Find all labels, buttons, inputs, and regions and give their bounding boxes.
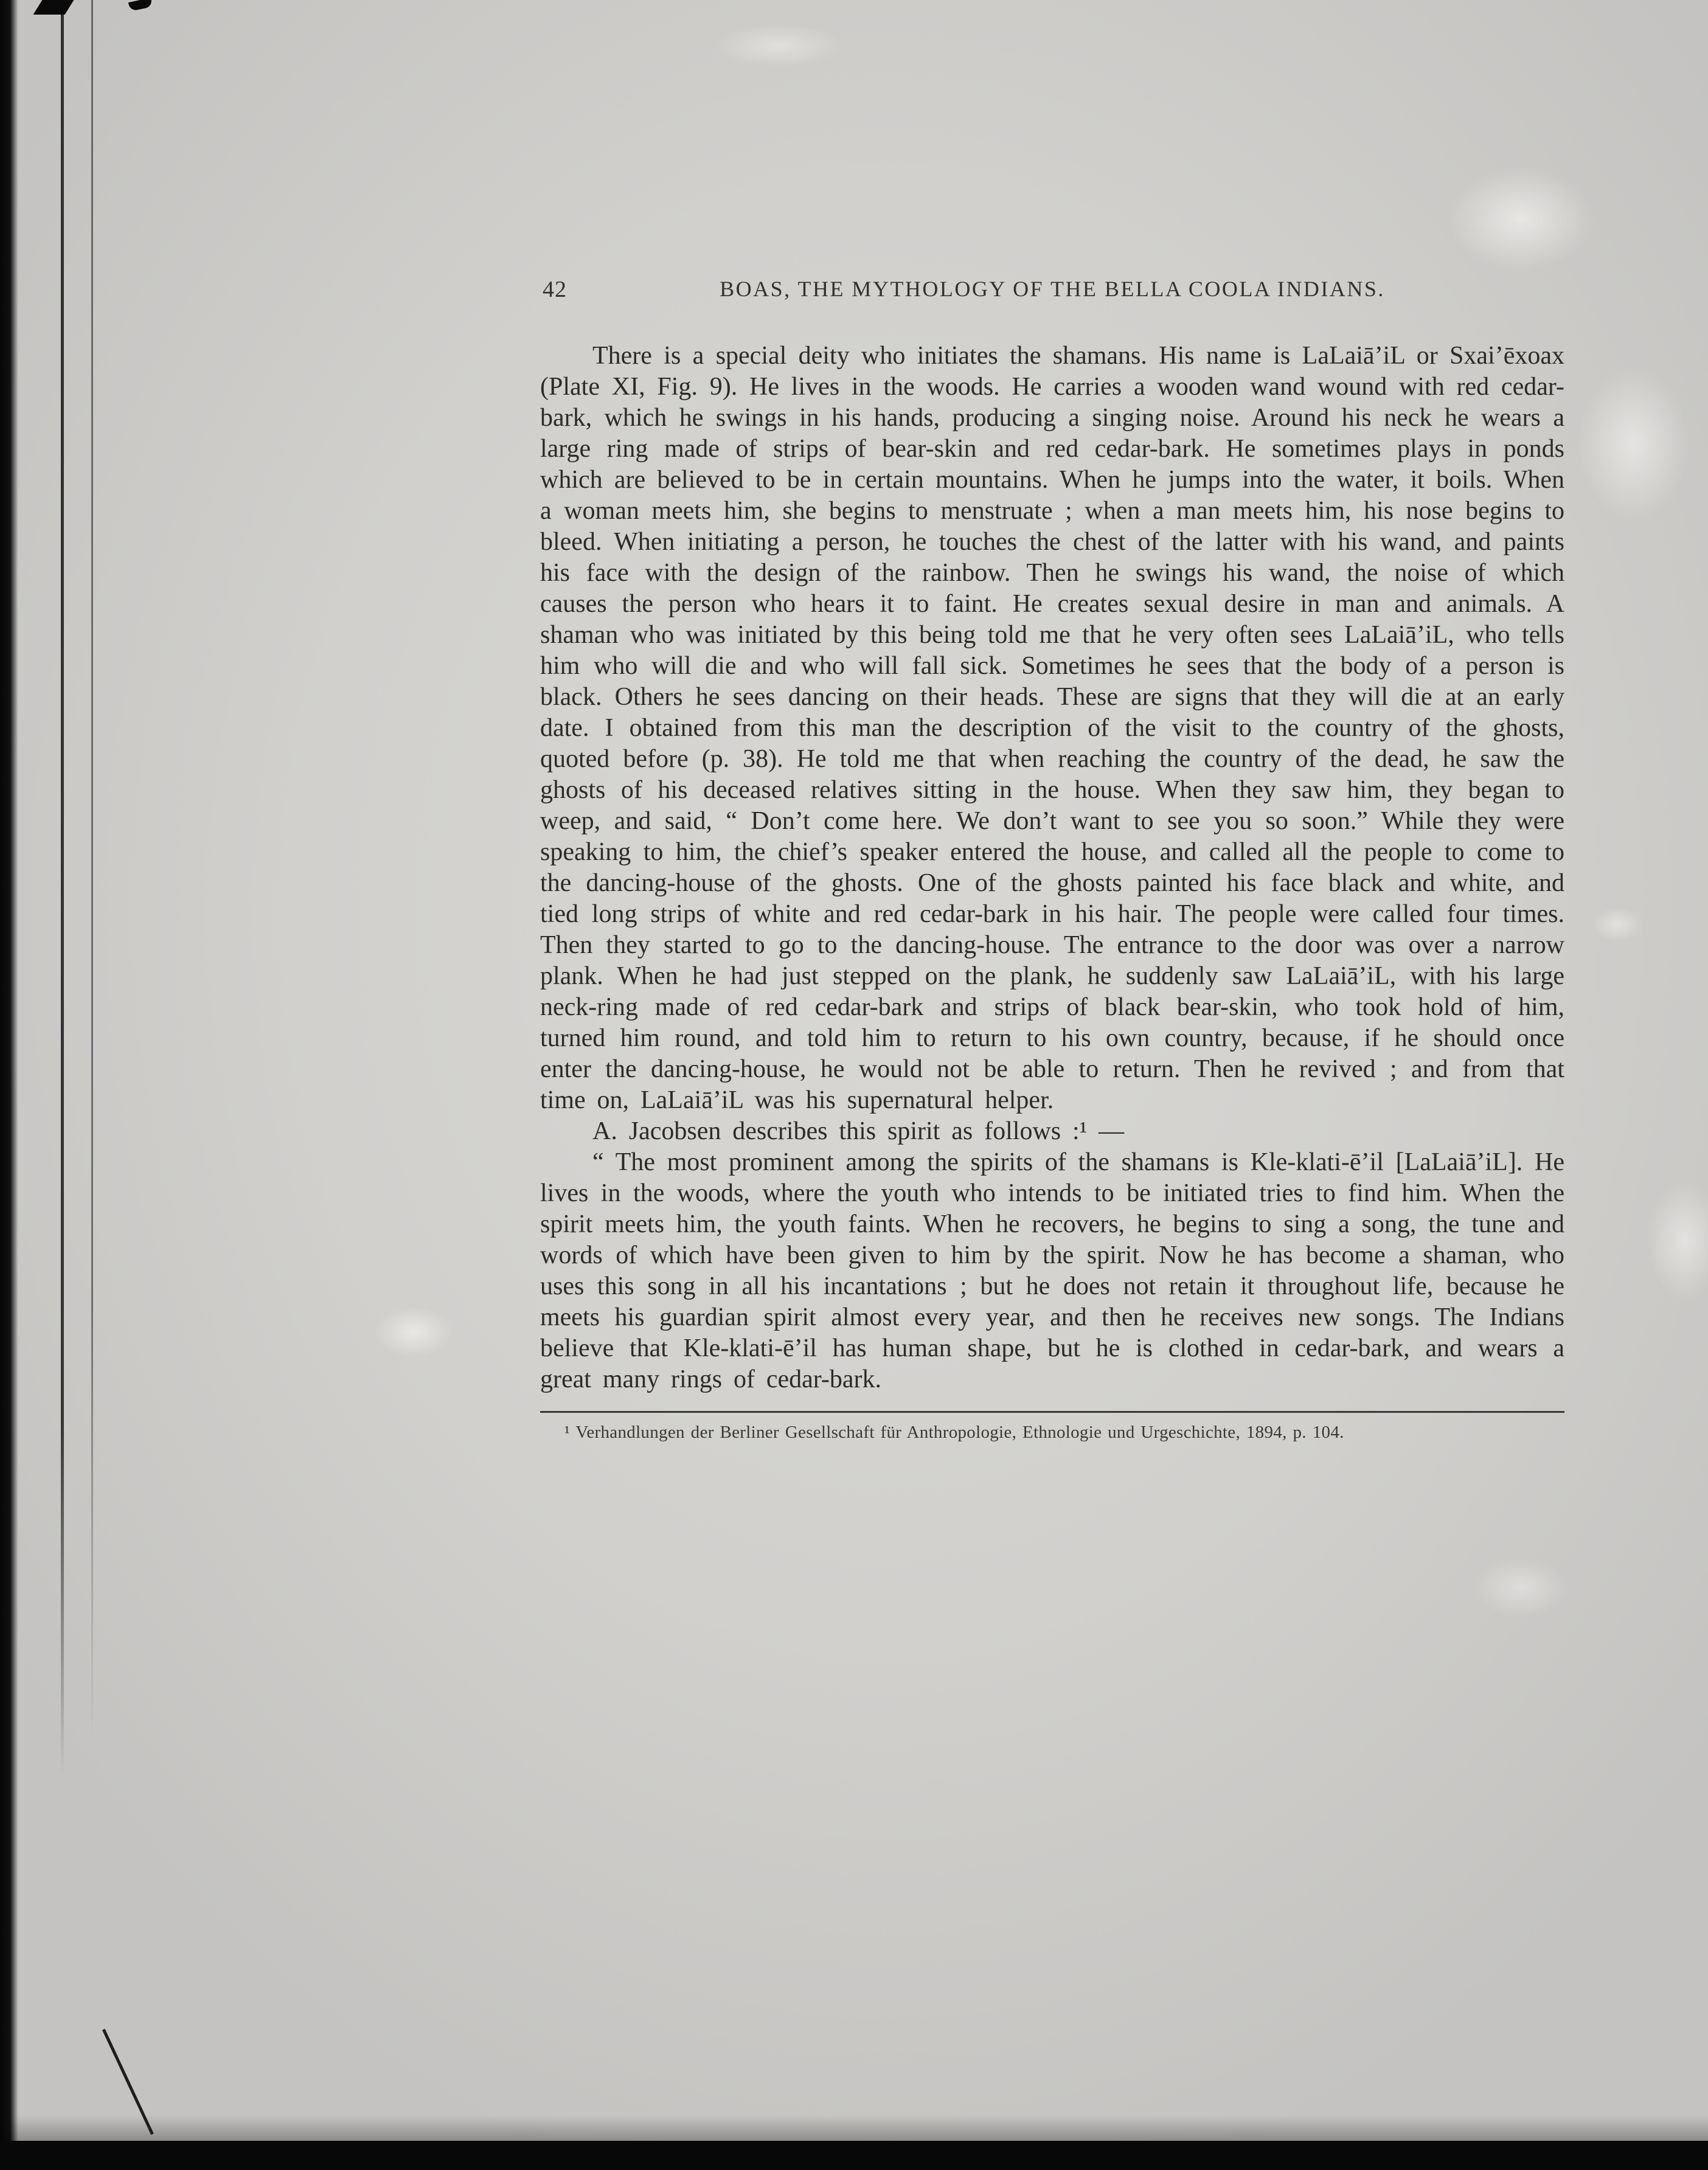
paragraph-jacobsen-intro: A. Jacobsen describes this spirit as follows :¹ — (592, 1117, 1125, 1145)
page-crease-line (61, 0, 64, 1776)
bottom-edge-shadow (0, 2115, 1708, 2141)
body-text (540, 341, 1564, 1395)
scan-mark-top (128, 0, 153, 12)
paragraph-shaman-deity: There is a special deity who initiates the shamans. His name is LaLaiā’iL or Sxai’ēxoax (Plate XI, Fig. 9). He lives in the woods. He carries a wooden wand wound with red cedar-bark, which he swings in his hands, producing a singing noise. Around his neck he wears a large ring made of strips of bear-skin and red cedar-bark. He sometimes plays in ponds which are believed to be in certain mountains. When he jumps into the water, it boils. When a woman meets him, she begins to menstruate ; when a man meets him, his nose begins to bleed. When initiating a person, he touches the chest of the latter with his wand, and paints his face with the design of the rainbow. Then he swings his wand, the noise of which causes the person who hears it to faint. He creates sexual desire in man and animals. A shaman who was initiated by this being told me that he very often sees LaLaiā’iL, who tells him who will die and who will fall sick. Sometimes he sees that the body of a person is black. Others he sees dancing on their heads. These are signs that they will die at an early date. I obtained from this man the description of the visit to the country of the ghosts, quoted before (p. 38). He told me that when reaching the country of the dead, he saw the ghosts of his deceased relatives sitting in the house. When they saw him, they began to weep, and said, “ Don’t come here. We don’t want to see you so soon.” While they were speaking to him, the chief’s speaker entered the house, and called all the people to come to the dancing-house of the ghosts. One of the ghosts painted his face black and white, and tied long strips of white and red cedar-bark in his hair. The people were called four times. Then they started to go to the dancing-house. The entrance to the door was over a narrow plank. When he had just stepped on the plank, he suddenly saw LaLaiā’iL, with his large neck-ring made of red cedar-bark and strips of black bear-skin, who took hold of him, turned him round, and told him to return to his own country, because, if he should once enter the dancing-house, he would not be able to return. Then he revived ; and from that time on, LaLaiā’iL was his supernatural helper. (540, 342, 1564, 1114)
running-header (540, 275, 1564, 307)
footnote-separator (540, 1411, 1564, 1413)
binding-edge-shadow (0, 0, 18, 2170)
page-crease-line-secondary (91, 0, 93, 1739)
header-title: BOAS, THE MYTHOLOGY OF THE BELLA COOLA INDIANS. (720, 277, 1385, 301)
scan-mark-top-left (33, 0, 74, 15)
bottom-scan-edge (0, 2141, 1708, 2170)
text-column (540, 275, 1564, 1443)
paragraph-jacobsen-quote: “ The most prominent among the spirits of the shamans is Kle-klati-ē’il [LaLaiā’iL]. He lives in the woods, where the youth who intends to be initiated tries to find him. When the spirit meets him, the youth faints. When he recovers, he begins to sing a song, the tune and words of which have been given to him by the spirit. Now he has become a shaman, who uses this song in all his incantations ; but he does not retain it throughout life, because he meets his guardian spirit almost every year, and then he receives new songs. The Indians believe that Kle-klati-ē’il has human shape, but he is clothed in cedar-bark, and wears a great many rings of cedar-bark. (540, 1148, 1564, 1393)
footnote: ¹ Verhandlungen der Berliner Gesellschaft für Anthropologie, Ethnologie und Urgeschichte, 1894, p. 104. (564, 1423, 1344, 1442)
page-number: 42 (543, 277, 567, 302)
